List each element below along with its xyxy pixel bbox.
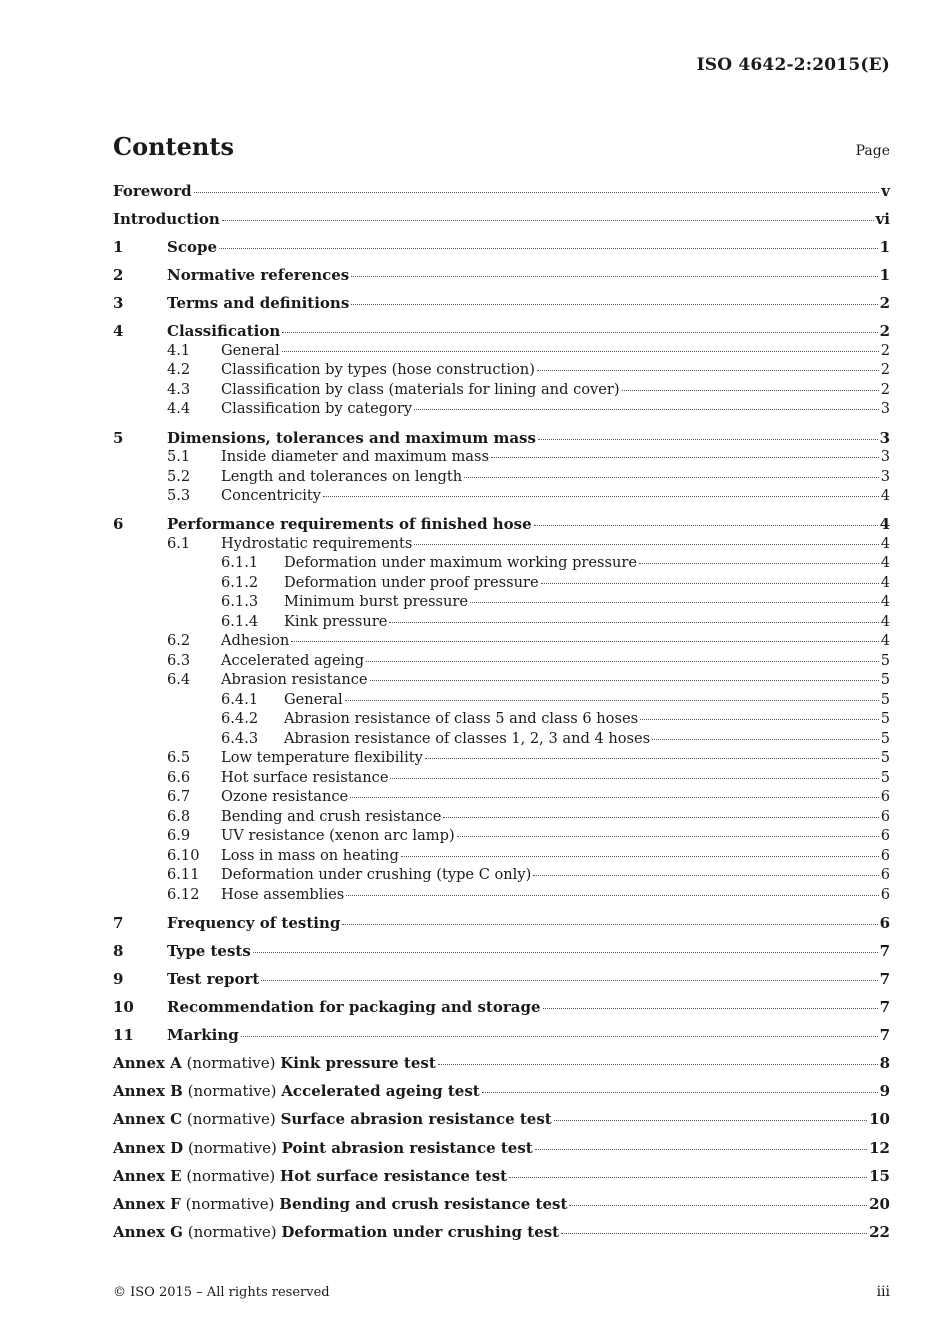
toc-entry-page: 5 bbox=[880, 710, 890, 728]
toc-entry[interactable] bbox=[113, 468, 890, 488]
dot-leader bbox=[219, 248, 878, 249]
toc-entry-page: 6 bbox=[880, 885, 890, 903]
toc-entry[interactable] bbox=[113, 914, 890, 934]
annex-status: (normative) bbox=[181, 1166, 281, 1185]
toc-entry-page: 7 bbox=[879, 941, 890, 960]
toc-entry-number: 6 bbox=[113, 515, 124, 534]
toc-annex-title bbox=[113, 1082, 480, 1100]
dot-leader bbox=[366, 661, 879, 662]
toc-entry-page: 7 bbox=[879, 1026, 890, 1045]
dot-leader bbox=[533, 875, 878, 876]
toc-entry-number: 6.4.2 bbox=[221, 710, 259, 728]
dot-leader bbox=[241, 1036, 878, 1037]
toc-entry[interactable] bbox=[113, 1223, 890, 1243]
toc-entry-number: 6.1 bbox=[167, 534, 191, 552]
toc-entry-page: 7 bbox=[879, 969, 890, 988]
toc-entry-title: General bbox=[284, 690, 343, 708]
toc-entry-title: Terms and definitions bbox=[167, 294, 350, 313]
toc-entry-number: 5.3 bbox=[167, 487, 191, 505]
toc-entry-page: 6 bbox=[880, 807, 890, 825]
toc-entry[interactable] bbox=[113, 1110, 890, 1130]
toc-entry-title: Marking bbox=[167, 1026, 239, 1045]
toc-entry-title: Deformation under proof pressure bbox=[284, 573, 539, 591]
toc-entry-title: Minimum burst pressure bbox=[284, 593, 469, 611]
toc-entry-title: Inside diameter and maximum mass bbox=[221, 448, 489, 466]
annex-title: Kink pressure test bbox=[280, 1054, 436, 1073]
toc-entry-page: 3 bbox=[880, 400, 890, 418]
toc-entry-title: Type tests bbox=[167, 941, 251, 960]
annex-label: Annex A bbox=[113, 1054, 182, 1073]
toc-entry[interactable] bbox=[113, 210, 890, 230]
annex-label: Annex G bbox=[113, 1222, 183, 1241]
dot-leader bbox=[261, 980, 877, 981]
toc-entry[interactable] bbox=[113, 381, 890, 401]
annex-status: (normative) bbox=[182, 1082, 282, 1101]
dot-leader bbox=[194, 192, 880, 193]
annex-status: (normative) bbox=[182, 1110, 281, 1129]
toc-entry-title: Hose assemblies bbox=[221, 885, 345, 903]
toc-entry-title: UV resistance (xenon arc lamp) bbox=[221, 827, 455, 845]
toc-entry-title: Introduction bbox=[113, 210, 220, 229]
toc-entry-number: 4 bbox=[113, 322, 124, 341]
toc-entry[interactable] bbox=[113, 749, 890, 769]
toc-entry[interactable] bbox=[113, 535, 890, 555]
annex-title: Bending and crush resistance test bbox=[279, 1194, 568, 1213]
annex-status: (normative) bbox=[180, 1194, 280, 1213]
toc-entry-number: 6.4.1 bbox=[221, 690, 259, 708]
toc-entry-page: 4 bbox=[880, 632, 890, 650]
toc-entry-number: 6.1.4 bbox=[221, 612, 259, 630]
toc-entry-page: 2 bbox=[880, 361, 890, 379]
dot-leader bbox=[443, 817, 878, 818]
toc-entry-page: 2 bbox=[880, 341, 890, 359]
toc-entry-page: 5 bbox=[880, 768, 890, 786]
dot-leader bbox=[345, 700, 879, 701]
toc-entry-page: 10 bbox=[869, 1110, 890, 1129]
annex-status: (normative) bbox=[182, 1222, 282, 1241]
annex-label: Annex E bbox=[113, 1166, 182, 1185]
toc-entry[interactable] bbox=[113, 448, 890, 468]
toc-entry-page: vi bbox=[875, 210, 890, 229]
toc-entry[interactable] bbox=[113, 970, 890, 990]
dot-leader bbox=[390, 778, 878, 779]
annex-title: Deformation under crushing test bbox=[281, 1222, 560, 1241]
annex-title: Surface abrasion resistance test bbox=[280, 1110, 552, 1129]
dot-leader bbox=[537, 370, 879, 371]
dot-leader bbox=[470, 602, 879, 603]
toc-entry-number: 6.7 bbox=[167, 788, 191, 806]
dot-leader bbox=[561, 1233, 867, 1234]
toc-entry-number: 11 bbox=[113, 1026, 134, 1045]
footer-page-number: iii bbox=[876, 1284, 890, 1300]
toc-entry[interactable] bbox=[113, 886, 890, 906]
table-of-contents bbox=[113, 182, 890, 1242]
toc-entry[interactable] bbox=[113, 769, 890, 789]
toc-entry-number: 8 bbox=[113, 941, 124, 960]
dot-leader bbox=[370, 680, 879, 681]
toc-entry-page: 6 bbox=[880, 846, 890, 864]
toc-entry-title: Scope bbox=[167, 238, 218, 257]
toc-entry-number: 6.3 bbox=[167, 651, 191, 669]
dot-leader bbox=[639, 563, 879, 564]
toc-entry[interactable] bbox=[113, 400, 890, 420]
annex-status: (normative) bbox=[183, 1138, 282, 1157]
toc-entry-number: 2 bbox=[113, 266, 124, 285]
dot-leader bbox=[535, 1149, 867, 1150]
dot-leader bbox=[351, 304, 877, 305]
toc-entry-page: 5 bbox=[880, 690, 890, 708]
toc-entry-number: 6.1.1 bbox=[221, 554, 259, 572]
annex-label: Annex C bbox=[113, 1110, 183, 1129]
toc-entry-number: 6.10 bbox=[167, 846, 200, 864]
toc-entry-title: Hot surface resistance bbox=[221, 768, 389, 786]
toc-entry[interactable] bbox=[113, 730, 890, 750]
toc-entry-number: 1 bbox=[113, 238, 124, 257]
dot-leader bbox=[253, 952, 878, 953]
toc-entry-page: 4 bbox=[880, 593, 890, 611]
toc-entry-number: 4.3 bbox=[167, 380, 191, 398]
toc-entry-number: 6.1.3 bbox=[221, 593, 259, 611]
dot-leader bbox=[538, 439, 878, 440]
toc-entry[interactable] bbox=[113, 1139, 890, 1159]
dot-leader bbox=[534, 525, 878, 526]
toc-entry-number: 9 bbox=[113, 969, 124, 988]
toc-entry-page: 3 bbox=[880, 467, 890, 485]
toc-entry-title: Frequency of testing bbox=[167, 913, 341, 932]
dot-leader bbox=[291, 641, 878, 642]
dot-leader bbox=[482, 1092, 878, 1093]
dot-leader bbox=[543, 1008, 878, 1009]
dot-leader bbox=[323, 496, 879, 497]
toc-entry-title: Abrasion resistance bbox=[221, 671, 368, 689]
dot-leader bbox=[438, 1064, 878, 1065]
toc-entry-number: 5.1 bbox=[167, 448, 191, 466]
toc-entry-title: Deformation under crushing (type C only) bbox=[221, 866, 532, 884]
dot-leader bbox=[351, 276, 877, 277]
toc-entry-title: Ozone resistance bbox=[221, 788, 349, 806]
toc-entry-page: 6 bbox=[880, 788, 890, 806]
dot-leader bbox=[509, 1177, 867, 1178]
toc-entry[interactable] bbox=[113, 294, 890, 314]
toc-entry[interactable] bbox=[113, 866, 890, 886]
toc-entry[interactable] bbox=[113, 613, 890, 633]
toc-entry[interactable] bbox=[113, 1167, 890, 1187]
toc-entry[interactable] bbox=[113, 632, 890, 652]
toc-entry[interactable] bbox=[113, 998, 890, 1018]
toc-entry-page: 2 bbox=[879, 322, 890, 341]
toc-entry-title: Classification by class (materials for lining and cover) bbox=[221, 380, 620, 398]
dot-leader bbox=[282, 351, 879, 352]
annex-title: Accelerated ageing test bbox=[281, 1082, 480, 1101]
dot-leader bbox=[346, 895, 878, 896]
dot-leader bbox=[457, 836, 879, 837]
annex-label: Annex B bbox=[113, 1082, 183, 1101]
dot-leader bbox=[389, 622, 878, 623]
toc-entry[interactable] bbox=[113, 322, 890, 342]
contents-title: Contents bbox=[113, 132, 234, 161]
toc-entry[interactable] bbox=[113, 788, 890, 808]
toc-entry[interactable] bbox=[113, 1195, 890, 1215]
toc-entry-title: Deformation under maximum working pressure bbox=[284, 554, 638, 572]
toc-entry-page: 4 bbox=[880, 487, 890, 505]
toc-entry-title: Abrasion resistance of classes 1, 2, 3 and 4 hoses bbox=[284, 729, 651, 747]
dot-leader bbox=[464, 477, 879, 478]
toc-entry-number: 6.12 bbox=[167, 885, 200, 903]
toc-entry[interactable] bbox=[113, 429, 890, 449]
toc-entry-page: 6 bbox=[879, 913, 890, 932]
dot-leader bbox=[350, 797, 879, 798]
toc-annex-title bbox=[113, 1139, 533, 1157]
toc-entry-title: Normative references bbox=[167, 266, 350, 285]
toc-annex-title bbox=[113, 1223, 559, 1241]
toc-annex-title bbox=[113, 1195, 567, 1213]
dot-leader bbox=[282, 332, 877, 333]
toc-entry[interactable] bbox=[113, 361, 890, 381]
toc-entry-page: 22 bbox=[869, 1222, 890, 1241]
toc-entry-number: 6.5 bbox=[167, 749, 191, 767]
dot-leader bbox=[569, 1205, 867, 1206]
toc-entry-page: 1 bbox=[879, 266, 890, 285]
toc-entry[interactable] bbox=[113, 266, 890, 286]
toc-entry[interactable] bbox=[113, 808, 890, 828]
annex-title: Hot surface resistance test bbox=[280, 1166, 508, 1185]
toc-entry-page: 5 bbox=[880, 729, 890, 747]
toc-entry-page: 5 bbox=[880, 671, 890, 689]
toc-entry-title: Length and tolerances on length bbox=[221, 467, 463, 485]
toc-entry-title: Bending and crush resistance bbox=[221, 807, 442, 825]
toc-entry[interactable] bbox=[113, 1054, 890, 1074]
toc-entry[interactable] bbox=[113, 652, 890, 672]
toc-entry-title: Performance requirements of finished hose bbox=[167, 515, 532, 534]
toc-entry-page: 1 bbox=[879, 238, 890, 257]
toc-entry-number: 6.11 bbox=[167, 866, 200, 884]
toc-entry-number: 3 bbox=[113, 294, 124, 313]
toc-entry[interactable] bbox=[113, 691, 890, 711]
toc-entry-page: 7 bbox=[879, 998, 890, 1017]
toc-entry-number: 5 bbox=[113, 428, 124, 447]
toc-entry-page: 15 bbox=[869, 1166, 890, 1185]
dot-leader bbox=[342, 924, 877, 925]
dot-leader bbox=[222, 220, 874, 221]
toc-entry-page: v bbox=[881, 182, 890, 200]
toc-entry-title: Hydrostatic requirements bbox=[221, 534, 413, 552]
toc-entry-page: 4 bbox=[880, 612, 890, 630]
annex-status: (normative) bbox=[181, 1054, 281, 1073]
toc-entry[interactable] bbox=[113, 1026, 890, 1046]
toc-entry[interactable] bbox=[113, 827, 890, 847]
toc-entry-page: 2 bbox=[879, 294, 890, 313]
toc-entry[interactable] bbox=[113, 554, 890, 574]
toc-entry-page: 6 bbox=[880, 866, 890, 884]
footer-copyright: © ISO 2015 – All rights reserved bbox=[113, 1285, 330, 1300]
dot-leader bbox=[554, 1120, 867, 1121]
toc-entry-page: 12 bbox=[869, 1138, 890, 1157]
toc-entry-number: 5.2 bbox=[167, 467, 191, 485]
toc-entry-number: 6.4.3 bbox=[221, 729, 259, 747]
toc-entry[interactable] bbox=[113, 342, 890, 362]
toc-entry-title: Low temperature flexibility bbox=[221, 749, 423, 767]
toc-entry[interactable] bbox=[113, 1082, 890, 1102]
toc-entry[interactable] bbox=[113, 671, 890, 691]
toc-entry-number: 6.2 bbox=[167, 632, 191, 650]
toc-entry-number: 4.4 bbox=[167, 400, 191, 418]
toc-entry[interactable] bbox=[113, 847, 890, 867]
page-column-label: Page bbox=[855, 143, 890, 159]
dot-leader bbox=[652, 739, 879, 740]
annex-title: Point abrasion resistance test bbox=[281, 1138, 533, 1157]
toc-entry-title: Recommendation for packaging and storage bbox=[167, 998, 541, 1017]
annex-label: Annex D bbox=[113, 1138, 184, 1157]
toc-entry-number: 4.1 bbox=[167, 341, 191, 359]
dot-leader bbox=[491, 457, 879, 458]
toc-entry[interactable] bbox=[113, 487, 890, 507]
annex-label: Annex F bbox=[113, 1194, 181, 1213]
toc-entry[interactable] bbox=[113, 942, 890, 962]
toc-entry-number: 6.9 bbox=[167, 827, 191, 845]
toc-annex-title bbox=[113, 1167, 507, 1185]
toc-entry-page: 4 bbox=[880, 573, 890, 591]
toc-entry-title: Classification by category bbox=[221, 400, 413, 418]
toc-entry-page: 5 bbox=[880, 749, 890, 767]
toc-entry-title: Classification bbox=[167, 322, 281, 341]
toc-entry[interactable] bbox=[113, 238, 890, 258]
toc-entry-title: Classification by types (hose construction) bbox=[221, 361, 535, 379]
toc-entry-page: 3 bbox=[880, 448, 890, 466]
toc-entry[interactable] bbox=[113, 515, 890, 535]
toc-entry-title: General bbox=[221, 341, 280, 359]
toc-entry-number: 7 bbox=[113, 913, 124, 932]
toc-entry-number: 10 bbox=[113, 998, 134, 1017]
toc-entry-page: 5 bbox=[880, 651, 890, 669]
toc-entry-title: Foreword bbox=[113, 182, 192, 200]
toc-entry-page: 8 bbox=[879, 1054, 890, 1073]
toc-entry-title: Adhesion bbox=[221, 632, 290, 650]
document-id: ISO 4642-2:2015(E) bbox=[696, 55, 890, 75]
toc-entry-title: Test report bbox=[167, 969, 260, 988]
toc-entry-page: 6 bbox=[880, 827, 890, 845]
toc-entry[interactable] bbox=[113, 182, 890, 202]
toc-entry-number: 6.6 bbox=[167, 768, 191, 786]
toc-entry-page: 3 bbox=[879, 428, 890, 447]
toc-entry[interactable] bbox=[113, 710, 890, 730]
dot-leader bbox=[622, 390, 879, 391]
toc-entry-page: 2 bbox=[880, 380, 890, 398]
toc-entry-title: Kink pressure bbox=[284, 612, 388, 630]
dot-leader bbox=[541, 583, 879, 584]
toc-entry[interactable] bbox=[113, 574, 890, 594]
toc-entry-page: 4 bbox=[880, 554, 890, 572]
toc-annex-title bbox=[113, 1054, 436, 1072]
dot-leader bbox=[425, 758, 879, 759]
toc-entry-number: 6.8 bbox=[167, 807, 191, 825]
toc-entry-title: Concentricity bbox=[221, 487, 322, 505]
dot-leader bbox=[414, 544, 878, 545]
toc-entry-title: Abrasion resistance of class 5 and class 6 hoses bbox=[284, 710, 639, 728]
toc-entry-number: 4.2 bbox=[167, 361, 191, 379]
toc-entry-page: 4 bbox=[879, 515, 890, 534]
toc-entry-number: 6.4 bbox=[167, 671, 191, 689]
toc-entry-title: Accelerated ageing bbox=[221, 651, 365, 669]
toc-entry[interactable] bbox=[113, 593, 890, 613]
toc-entry-number: 6.1.2 bbox=[221, 573, 259, 591]
toc-entry-title: Loss in mass on heating bbox=[221, 846, 399, 864]
toc-entry-page: 20 bbox=[869, 1194, 890, 1213]
dot-leader bbox=[401, 856, 879, 857]
toc-entry-page: 4 bbox=[880, 534, 890, 552]
dot-leader bbox=[640, 719, 879, 720]
toc-entry-title: Dimensions, tolerances and maximum mass bbox=[167, 428, 536, 447]
toc-entry-page: 9 bbox=[879, 1082, 890, 1101]
dot-leader bbox=[414, 409, 879, 410]
toc-annex-title bbox=[113, 1110, 552, 1128]
